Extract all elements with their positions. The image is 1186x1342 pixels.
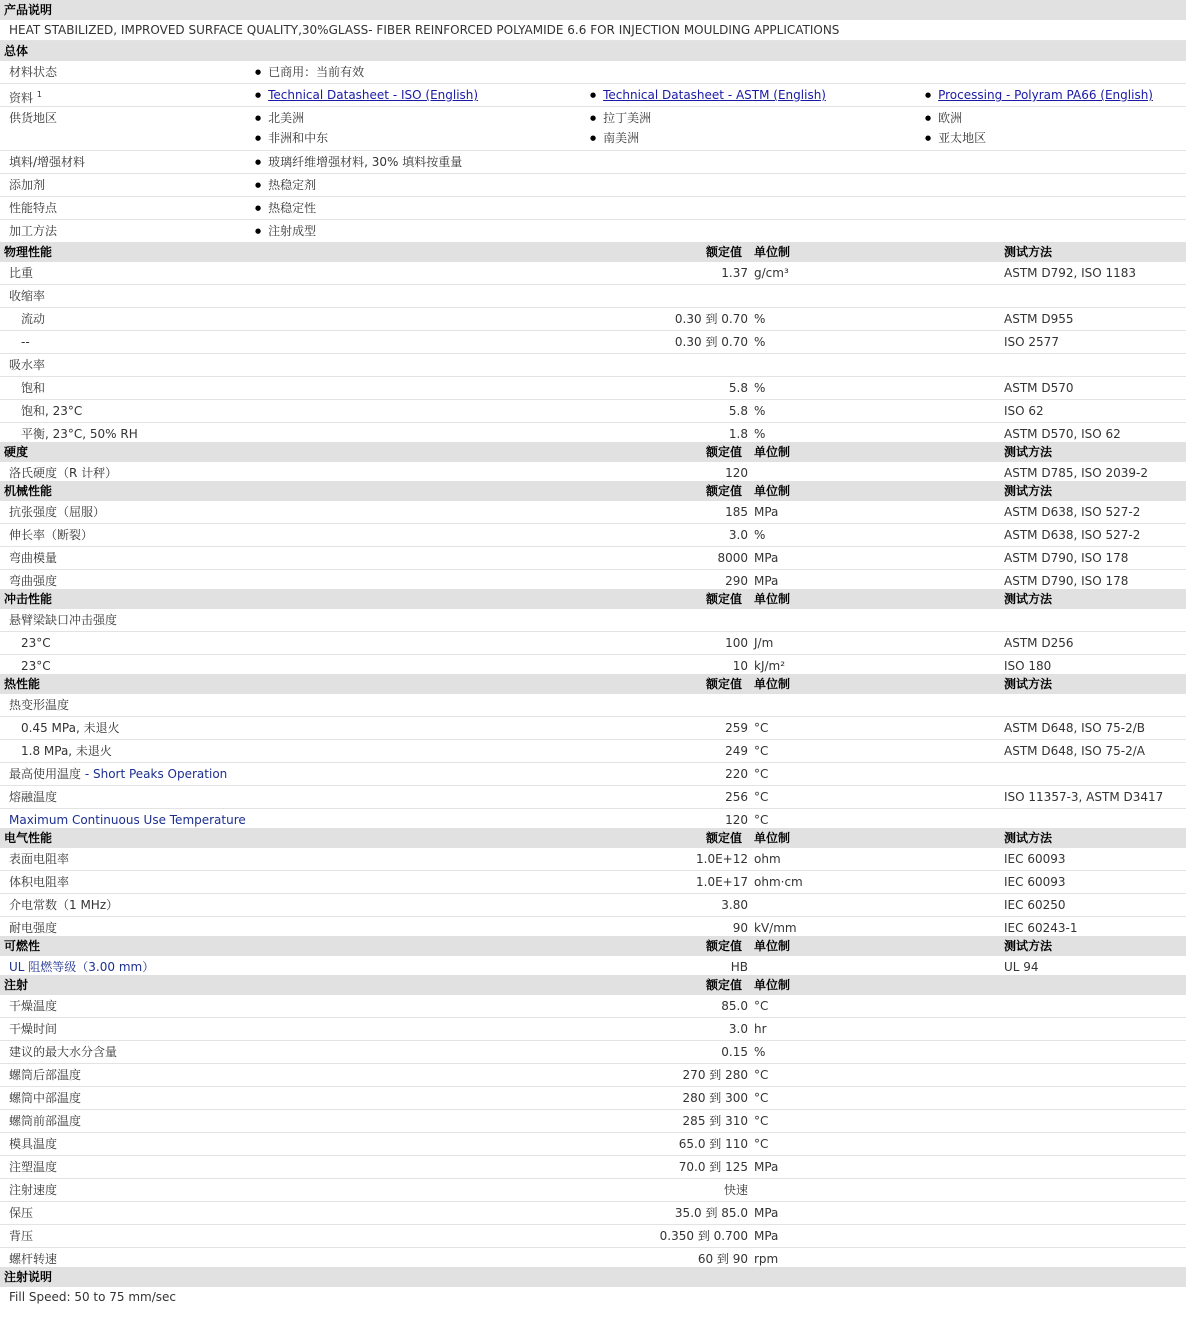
row-label: 最高使用温度 - Short Peaks Operation xyxy=(9,767,228,781)
nominal-header: 额定值 xyxy=(706,484,743,498)
doc-link-iso[interactable]: Technical Datasheet - ISO (English) xyxy=(268,88,479,102)
row-label: 流动 xyxy=(21,312,46,326)
row-value: 8000 xyxy=(717,551,748,565)
row-unit: % xyxy=(754,427,766,441)
injection-row xyxy=(0,1110,1186,1133)
row-method: ISO 11357-3, ASTM D3417 xyxy=(1004,790,1164,804)
section-header-general xyxy=(0,41,1186,61)
additive-row xyxy=(0,174,1186,197)
row-label: 材料状态 xyxy=(9,65,58,79)
row-method: ISO 180 xyxy=(1004,659,1052,673)
property-row xyxy=(0,547,1186,570)
row-unit: g/cm³ xyxy=(754,266,789,280)
unit-header: 单位制 xyxy=(754,245,791,259)
row-method: ASTM D790, ISO 178 xyxy=(1004,574,1129,588)
nominal-header: 额定值 xyxy=(706,445,743,459)
row-method: ASTM D790, ISO 178 xyxy=(1004,551,1129,565)
region-item: ● 亚太地区 xyxy=(925,127,986,149)
documents-row xyxy=(0,84,1186,107)
row-value: 5.8 xyxy=(728,381,748,395)
region-item: ● 拉丁美洲 xyxy=(590,107,651,129)
footnote-marker: 1 xyxy=(36,90,42,99)
row-method: ASTM D570 xyxy=(1004,381,1074,395)
section-header-hardness xyxy=(0,442,1186,462)
row-value: 100 xyxy=(725,636,748,650)
row-value: 1.37 xyxy=(721,266,748,280)
row-label: 23°C xyxy=(21,636,51,650)
row-value: 3.80 xyxy=(721,898,748,912)
injection-row xyxy=(0,1225,1186,1248)
injection-row xyxy=(0,1064,1186,1087)
row-value: ● 已商用：当前有效 xyxy=(255,61,364,83)
row-value: 0.15 xyxy=(721,1045,748,1059)
section-title: 注射 xyxy=(4,978,29,992)
row-value: 270 到 280 xyxy=(682,1068,748,1082)
method-header: 测试方法 xyxy=(1004,445,1053,459)
row-label: 热变形温度 xyxy=(9,698,70,712)
row-unit: % xyxy=(754,528,766,542)
row-label: 资料 $^1$ xyxy=(9,90,42,105)
method-header: 测试方法 xyxy=(1004,245,1053,259)
property-row xyxy=(0,871,1186,894)
doc-link-astm[interactable]: Technical Datasheet - ASTM (English) xyxy=(603,88,826,102)
row-unit: kV/mm xyxy=(754,921,797,935)
row-label: 洛氏硬度（R 计秤） xyxy=(9,466,118,480)
row-value: 65.0 到 110 xyxy=(678,1137,748,1151)
row-unit: % xyxy=(754,335,766,349)
row-value: ● 热稳定性 xyxy=(255,197,316,219)
row-method: IEC 60093 xyxy=(1004,875,1066,889)
row-method: IEC 60243-1 xyxy=(1004,921,1078,935)
row-value: 290 xyxy=(725,574,748,588)
property-group-row xyxy=(0,285,1186,308)
property-row xyxy=(0,423,1186,442)
property-row xyxy=(0,462,1186,481)
row-unit: hr xyxy=(754,1022,767,1036)
doc-item xyxy=(590,84,826,106)
injection-row xyxy=(0,1018,1186,1041)
method-header: 测试方法 xyxy=(1004,592,1053,606)
row-unit: °C xyxy=(754,744,769,758)
section-header-physical xyxy=(0,242,1186,262)
row-label: 注塑温度 xyxy=(9,1160,58,1174)
nominal-header: 额定值 xyxy=(706,939,743,953)
row-label: 建议的最大水分含量 xyxy=(9,1045,118,1059)
row-label: 螺杆转速 xyxy=(9,1252,58,1266)
section-title: 注射说明 xyxy=(4,1270,53,1284)
nominal-header: 额定值 xyxy=(706,245,743,259)
row-label: 吸水率 xyxy=(9,358,46,372)
row-method: ASTM D570, ISO 62 xyxy=(1004,427,1121,441)
row-method: ASTM D256 xyxy=(1004,636,1074,650)
row-unit: % xyxy=(754,1045,766,1059)
unit-header: 单位制 xyxy=(754,484,791,498)
property-row xyxy=(0,331,1186,354)
property-row xyxy=(0,848,1186,871)
section-header-electrical xyxy=(0,828,1186,848)
row-value: 120 xyxy=(725,466,748,480)
region-item: ● 南美洲 xyxy=(590,127,639,149)
property-row xyxy=(0,400,1186,423)
row-label: 背压 xyxy=(9,1229,34,1243)
row-label: 伸长率（断裂） xyxy=(9,528,94,542)
section-title: 物理性能 xyxy=(4,245,53,259)
row-unit: °C xyxy=(754,1114,769,1128)
row-value: 0.30 到 0.70 xyxy=(674,312,748,326)
row-unit: MPa xyxy=(754,574,779,588)
row-method: ASTM D792, ISO 1183 xyxy=(1004,266,1137,280)
row-value: 1.8 xyxy=(728,427,748,441)
nominal-header: 额定值 xyxy=(706,677,743,691)
row-label: 0.45 MPa, 未退火 xyxy=(21,721,120,735)
row-value: 280 到 300 xyxy=(682,1091,748,1105)
row-label: 螺筒后部温度 xyxy=(9,1068,82,1082)
nominal-header: 额定值 xyxy=(706,831,743,845)
row-unit: °C xyxy=(754,1091,769,1105)
section-title: 机械性能 xyxy=(4,484,53,498)
row-value: 0.30 到 0.70 xyxy=(674,335,748,349)
row-unit: °C xyxy=(754,767,769,781)
row-unit: ohm xyxy=(754,852,781,866)
row-value: 249 xyxy=(725,744,748,758)
section-title: 电气性能 xyxy=(4,831,53,845)
row-label: 平衡, 23°C, 50% RH xyxy=(21,427,138,441)
row-label: UL 阻燃等级（3.00 mm） xyxy=(9,960,155,974)
material-status-row xyxy=(0,61,1186,84)
row-unit: % xyxy=(754,312,766,326)
property-group-row xyxy=(0,354,1186,377)
property-row xyxy=(0,894,1186,917)
row-unit: MPa xyxy=(754,551,779,565)
injection-row xyxy=(0,1156,1186,1179)
row-unit: kJ/m² xyxy=(754,659,786,673)
row-label: 添加剂 xyxy=(9,178,46,192)
product-description-text: HEAT STABILIZED, IMPROVED SURFACE QUALITY,30%GLASS- FIBER REINFORCED POLYAMIDE 6.6 FOR INJECTION MOULDING APPLICATIONS xyxy=(0,20,1186,41)
row-unit: °C xyxy=(754,721,769,735)
row-value: ● 注射成型 xyxy=(255,220,316,242)
row-value: 90 xyxy=(732,921,748,935)
injection-row xyxy=(0,1248,1186,1267)
injection-row xyxy=(0,1179,1186,1202)
method-header: 测试方法 xyxy=(1004,831,1053,845)
row-label: 干燥温度 xyxy=(9,999,58,1013)
section-header-injection-notes xyxy=(0,1267,1186,1287)
property-row xyxy=(0,655,1186,674)
row-value: 85.0 xyxy=(721,999,748,1013)
row-method: ASTM D648, ISO 75-2/A xyxy=(1004,744,1145,758)
row-value: 259 xyxy=(725,721,748,735)
injection-notes-text: Fill Speed: 50 to 75 mm/sec xyxy=(9,1290,177,1304)
row-unit: MPa xyxy=(754,1160,779,1174)
section-header-impact xyxy=(0,589,1186,609)
nominal-header: 额定值 xyxy=(706,978,743,992)
feature-row xyxy=(0,197,1186,220)
injection-row xyxy=(0,1133,1186,1156)
row-label: 耐电强度 xyxy=(9,921,58,935)
row-value: 60 到 90 xyxy=(697,1252,748,1266)
row-label: 介电常数（1 MHz） xyxy=(9,898,119,912)
row-label: 填料/增强材料 xyxy=(9,155,86,169)
section-title: 产品说明 xyxy=(4,3,53,17)
property-row xyxy=(0,717,1186,740)
row-unit: MPa xyxy=(754,1206,779,1220)
region-item: ● 欧洲 xyxy=(925,107,962,129)
row-method: ISO 62 xyxy=(1004,404,1044,418)
property-row xyxy=(0,740,1186,763)
row-label: 饱和 xyxy=(21,381,46,395)
row-label: 弯曲模量 xyxy=(9,551,58,565)
row-label: 抗张强度（屈服） xyxy=(9,505,106,519)
unit-header: 单位制 xyxy=(754,592,791,606)
section-title: 总体 xyxy=(4,44,29,58)
doc-item xyxy=(255,84,478,106)
property-row xyxy=(0,501,1186,524)
section-header-mechanical xyxy=(0,481,1186,501)
row-unit: rpm xyxy=(754,1252,779,1266)
property-group-row xyxy=(0,609,1186,632)
row-label: 弯曲强度 xyxy=(9,574,58,588)
section-title: 硬度 xyxy=(4,445,29,459)
property-row xyxy=(0,308,1186,331)
row-value: 快速 xyxy=(723,1183,748,1197)
row-unit: °C xyxy=(754,999,769,1013)
unit-header: 单位制 xyxy=(754,978,791,992)
property-row xyxy=(0,786,1186,809)
property-row xyxy=(0,570,1186,589)
property-row xyxy=(0,632,1186,655)
row-value: ● 玻璃纤维增强材料, 30% 填料按重量 xyxy=(255,151,462,173)
row-label: 性能特点 xyxy=(9,201,58,215)
row-method: ISO 2577 xyxy=(1004,335,1059,349)
property-row xyxy=(0,956,1186,975)
row-value: 0.350 到 0.700 xyxy=(659,1229,748,1243)
row-method: ASTM D955 xyxy=(1004,312,1074,326)
row-unit: °C xyxy=(754,1068,769,1082)
row-value: 5.8 xyxy=(728,404,748,418)
property-row xyxy=(0,917,1186,936)
row-label: 供货地区 xyxy=(9,111,58,125)
property-row xyxy=(0,377,1186,400)
row-method: ASTM D648, ISO 75-2/B xyxy=(1004,721,1146,735)
row-label: 1.8 MPa, 未退火 xyxy=(21,744,112,758)
row-value: 3.0 xyxy=(728,528,748,542)
row-label: 体积电阻率 xyxy=(9,875,70,889)
injection-row xyxy=(0,1087,1186,1110)
property-row xyxy=(0,524,1186,547)
row-value: HB xyxy=(730,960,748,974)
filler-row xyxy=(0,151,1186,174)
row-unit: J/m xyxy=(754,636,774,650)
method-header: 测试方法 xyxy=(1004,484,1053,498)
row-label: 模具温度 xyxy=(9,1137,58,1151)
row-method: IEC 60093 xyxy=(1004,852,1066,866)
row-value: 3.0 xyxy=(728,1022,748,1036)
section-header-flammability xyxy=(0,936,1186,956)
row-value: 1.0E+12 xyxy=(696,852,748,866)
row-label: 螺筒中部温度 xyxy=(9,1091,82,1105)
section-title: 可燃性 xyxy=(4,939,41,953)
row-value: 220 xyxy=(725,767,748,781)
row-method: ASTM D638, ISO 527-2 xyxy=(1004,528,1141,542)
row-unit: ohm·cm xyxy=(754,875,803,889)
row-unit: °C xyxy=(754,813,769,827)
injection-row xyxy=(0,995,1186,1018)
unit-header: 单位制 xyxy=(754,939,791,953)
row-label: 螺筒前部温度 xyxy=(9,1114,82,1128)
row-label: Maximum Continuous Use Temperature xyxy=(9,813,246,827)
row-label: 悬臂梁缺口冲击强度 xyxy=(9,613,118,627)
row-label: 比重 xyxy=(9,266,34,280)
row-label: 收缩率 xyxy=(9,289,46,303)
injection-row xyxy=(0,1202,1186,1225)
row-unit: % xyxy=(754,404,766,418)
row-unit: °C xyxy=(754,1137,769,1151)
row-note: - Short Peaks Operation xyxy=(81,767,228,781)
row-unit: MPa xyxy=(754,505,779,519)
row-value: 185 xyxy=(725,505,748,519)
row-label: -- xyxy=(21,335,30,349)
method-header: 测试方法 xyxy=(1004,939,1053,953)
unit-header: 单位制 xyxy=(754,445,791,459)
row-label: 23°C xyxy=(21,659,51,673)
row-method: IEC 60250 xyxy=(1004,898,1066,912)
injection-row xyxy=(0,1041,1186,1064)
row-value: 256 xyxy=(725,790,748,804)
region-item: ● 非洲和中东 xyxy=(255,127,328,149)
method-header: 测试方法 xyxy=(1004,677,1053,691)
doc-item xyxy=(925,84,1153,106)
row-unit: % xyxy=(754,381,766,395)
row-value: 70.0 到 125 xyxy=(678,1160,748,1174)
section-title: 热性能 xyxy=(4,677,41,691)
row-unit: MPa xyxy=(754,1229,779,1243)
row-label: 加工方法 xyxy=(9,224,58,238)
section-title: 冲击性能 xyxy=(4,592,53,606)
row-value: 285 到 310 xyxy=(682,1114,748,1128)
row-value: 35.0 到 85.0 xyxy=(674,1206,748,1220)
section-header-injection xyxy=(0,975,1186,995)
row-value: 120 xyxy=(725,813,748,827)
row-value: 10 xyxy=(732,659,748,673)
row-method: ASTM D638, ISO 527-2 xyxy=(1004,505,1141,519)
doc-link-processing[interactable]: Processing - Polyram PA66 (English) xyxy=(938,88,1153,102)
nominal-header: 额定值 xyxy=(706,592,743,606)
property-group-row xyxy=(0,694,1186,717)
row-label: 熔融温度 xyxy=(9,790,58,804)
row-label: 注射速度 xyxy=(9,1183,58,1197)
unit-header: 单位制 xyxy=(754,831,791,845)
region-row xyxy=(0,107,1186,151)
row-label: 干燥时间 xyxy=(9,1022,58,1036)
row-value: 1.0E+17 xyxy=(696,875,748,889)
property-row xyxy=(0,809,1186,828)
section-header-thermal xyxy=(0,674,1186,694)
section-header-product-description xyxy=(0,0,1186,20)
unit-header: 单位制 xyxy=(754,677,791,691)
row-unit: °C xyxy=(754,790,769,804)
row-label: 饱和, 23°C xyxy=(21,404,83,418)
row-value: ● 热稳定剂 xyxy=(255,174,316,196)
row-method: UL 94 xyxy=(1004,960,1039,974)
row-method: ASTM D785, ISO 2039-2 xyxy=(1004,466,1149,480)
row-label: 表面电阻率 xyxy=(9,852,70,866)
property-row xyxy=(0,763,1186,786)
process-row xyxy=(0,220,1186,242)
property-row xyxy=(0,262,1186,285)
region-item: ● 北美洲 xyxy=(255,107,304,129)
row-label: 保压 xyxy=(9,1206,34,1220)
